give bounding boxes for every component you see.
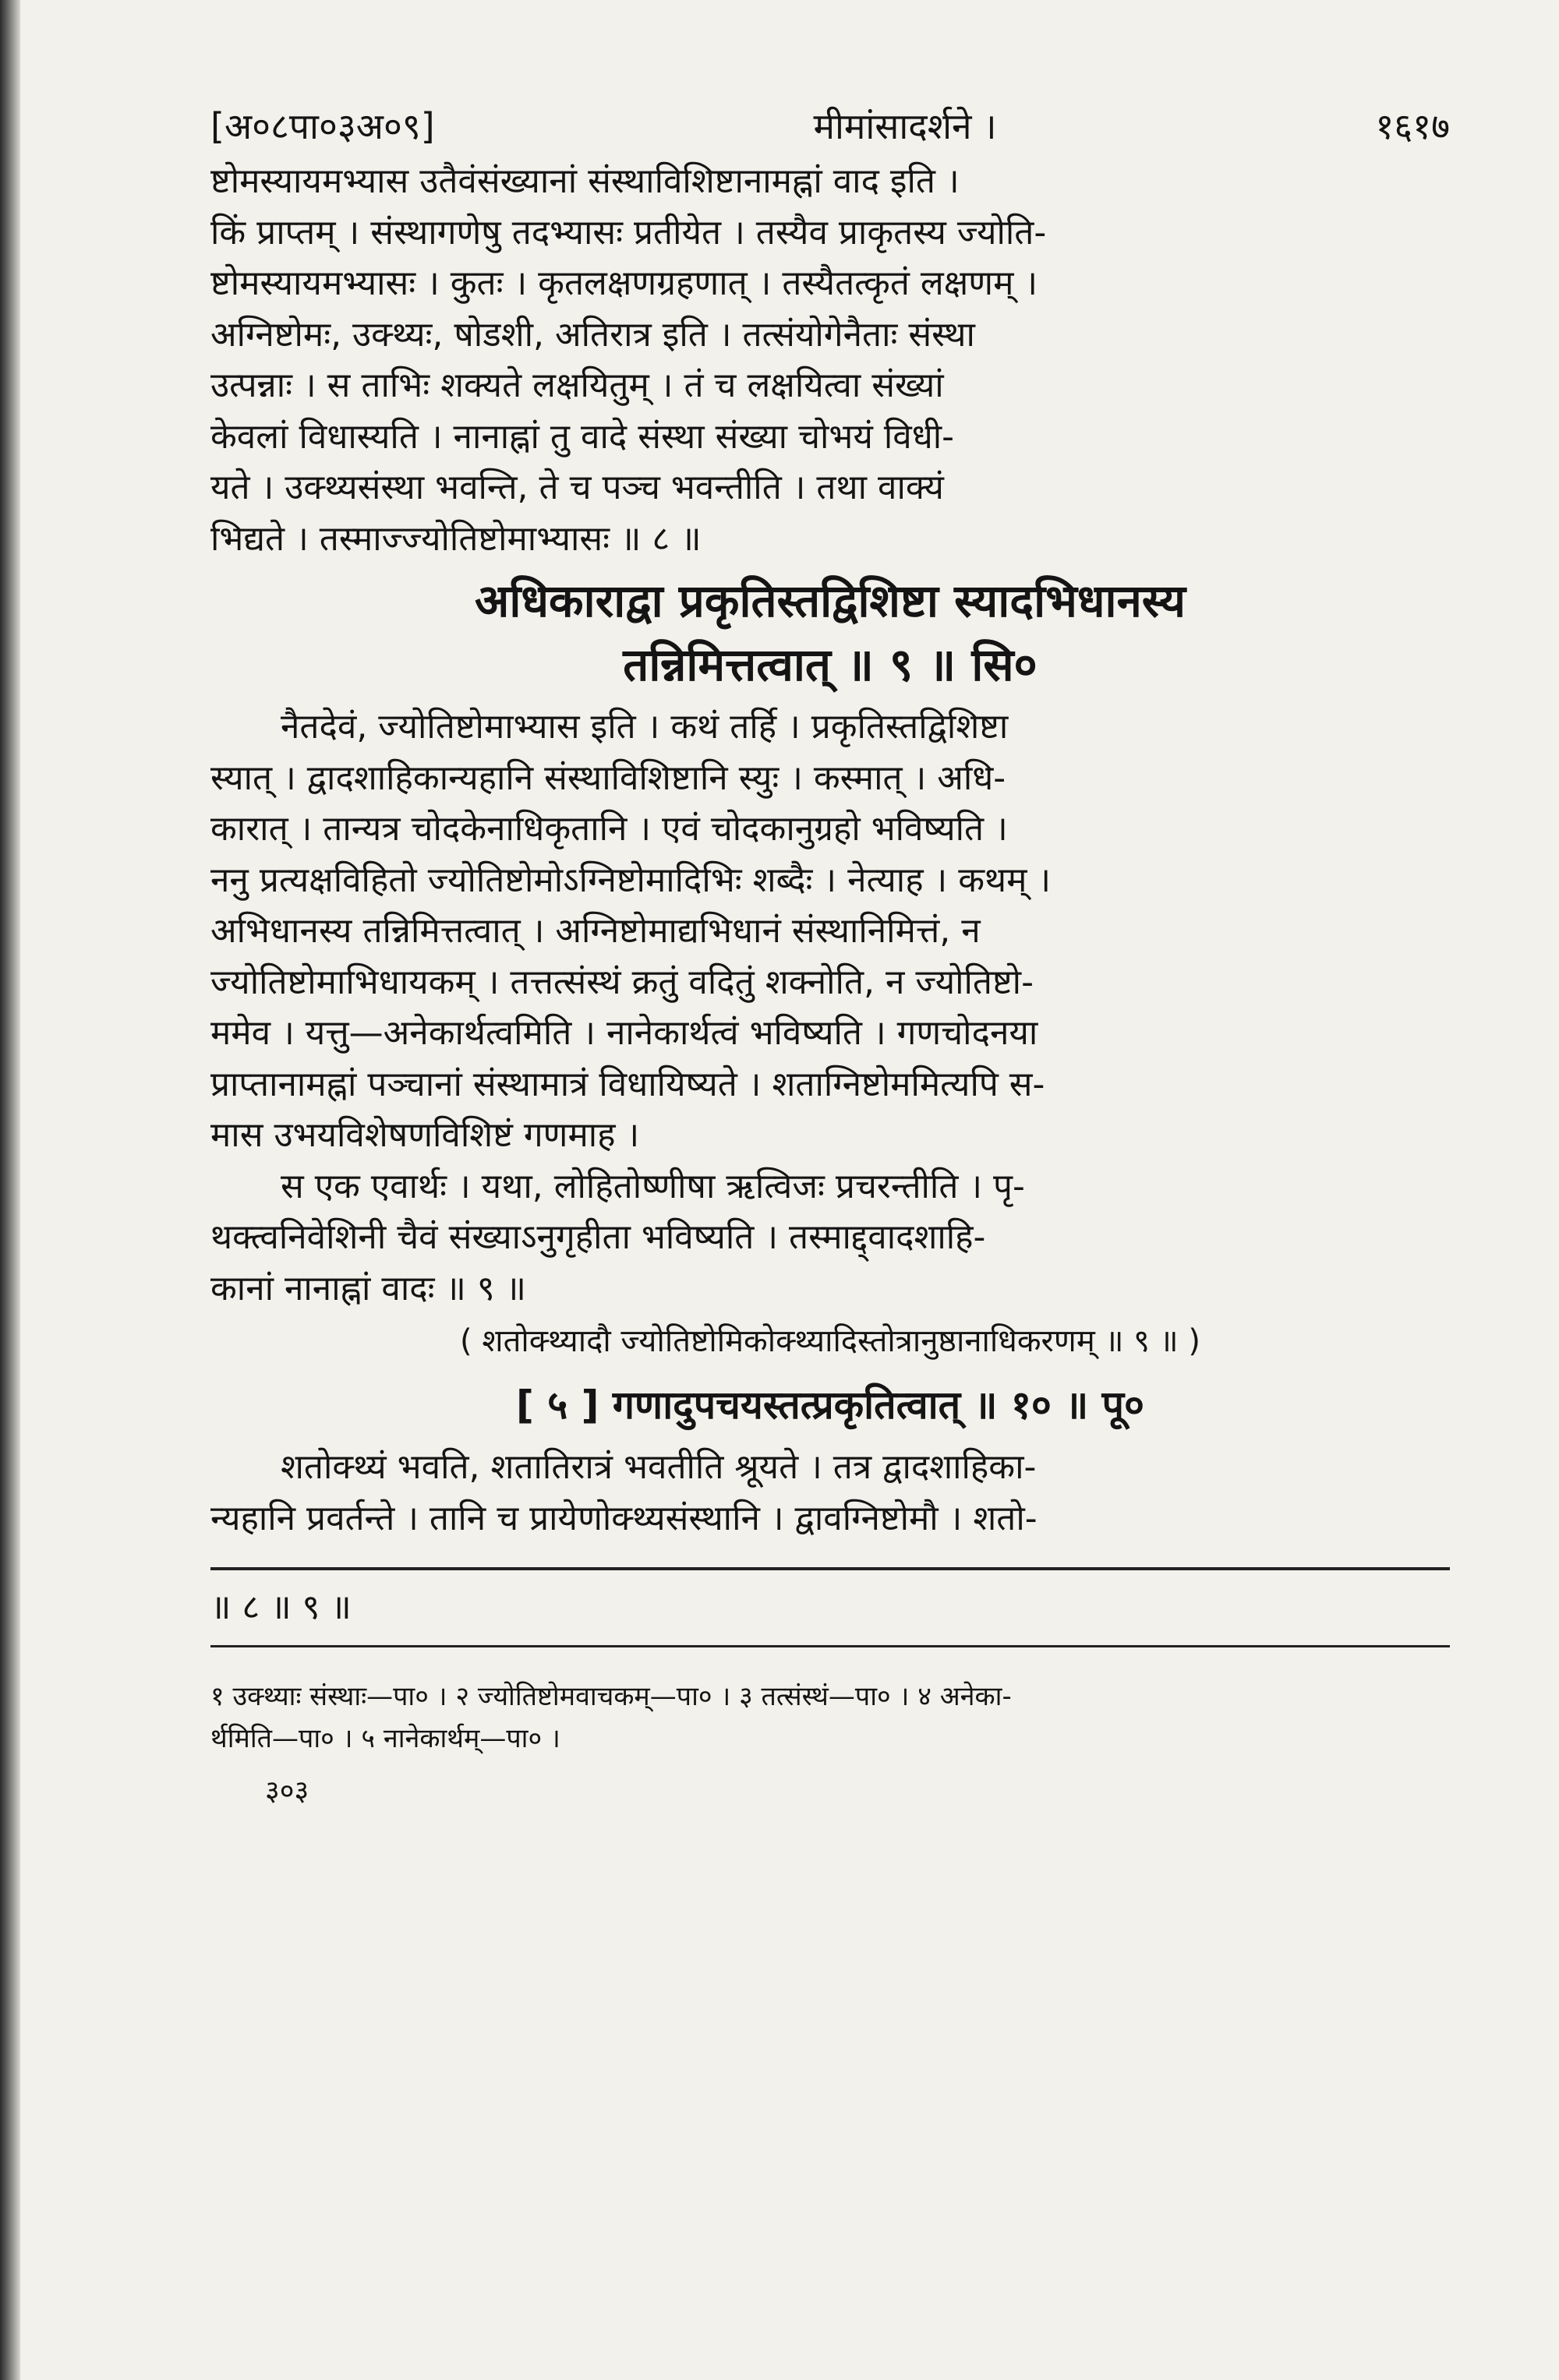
page-number: १६१७ bbox=[1375, 105, 1450, 147]
running-head bbox=[210, 101, 1450, 156]
footnotes bbox=[210, 1676, 1450, 1760]
book-spine-shadow bbox=[0, 0, 20, 2380]
sutra-line: अधिकाराद्वा प्रकृतिस्तद्विशिष्टा स्यादभिधानस्य bbox=[475, 574, 1186, 627]
text-line: केवलां विधास्यति । नानाह्नां तु वादे संस्था संख्या चोभयं विधी- bbox=[210, 416, 955, 457]
book-page bbox=[210, 101, 1450, 1809]
text-line: स्यात् । द्वादशाहिकान्यहानि संस्थाविशिष्टानि स्युः । कस्मात् । अधि- bbox=[210, 757, 1006, 798]
text-line: ज्योतिष्टोमाभिधायकम् । तत्तत्संस्थं क्रतुं वदितुं शक्नोति, न ज्योतिष्टो- bbox=[210, 962, 1034, 1002]
book-title: मीमांसादर्शने । bbox=[813, 105, 997, 147]
text-line: किं प्राप्तम् । संस्थागणेषु तदभ्यासः प्रतीयेत । तस्यैव प्राकृतस्य ज्योति- bbox=[210, 212, 1047, 252]
text-line: अग्निष्टोमः, उक्थ्यः, षोडशी, अतिरात्र इति । तत्संयोगेनैताः संस्था bbox=[210, 314, 975, 355]
text-line: भिद्यते । तस्माज्ज्योतिष्टोमाभ्यासः ॥ ८ ॥ bbox=[210, 518, 702, 559]
text-line: ष्टोमस्यायमभ्यास उतैवंसंख्यानां संस्थाविशिष्टानामह्नां वाद इति । bbox=[210, 161, 960, 201]
text-line: न्यहानि प्रवर्तन्ते । तानि च प्रायेणोक्थ्यसंस्थानि । द्वावग्निष्टोमौ । शतो- bbox=[210, 1498, 1038, 1538]
text-line: ममेव । यत्तु—अनेकार्थत्वमिति । नानेकार्थत्वं भविष्यति । गणचोदनया bbox=[210, 1013, 1038, 1053]
adhikarana-title: ( शतोक्थ्यादौ ज्योतिष्टोमिकोक्थ्यादिस्तोत्रानुष्ठानाधिकरणम् ॥ ९ ॥ ) bbox=[460, 1323, 1200, 1359]
text-line: थक्त्वनिवेशिनी चैवं संख्याऽनुगृहीता भविष्यति । तस्माद्द्वादशाहि- bbox=[210, 1217, 986, 1257]
text-line: यते । उक्थ्यसंस्था भवन्ति, ते च पञ्च भवन्तीति । तथा वाक्यं bbox=[210, 468, 944, 507]
commentary-paragraph-1 bbox=[210, 156, 1450, 564]
text-line: प्राप्तानामह्नां पञ्चानां संस्थामात्रं विधायिष्यते । शताग्निष्टोममित्यपि स- bbox=[210, 1064, 1045, 1104]
text-line: नैतदेवं, ज्योतिष्टोमाभ्यास इति । कथं तर्हि । प्रकृतिस्तद्विशिष्टा bbox=[281, 707, 1009, 747]
verse-numbers: ॥ ८ ॥ ९ ॥ bbox=[210, 1587, 352, 1627]
footnote-divider bbox=[210, 1645, 1450, 1647]
text-line: कारात् । तान्यत्र चोदकेनाधिकृतानि । एवं चोदकानुग्रहो भविष्यति । bbox=[210, 809, 1008, 849]
text-line: स एक एवार्थः । यथा, लोहितोष्णीषा ऋत्विजः प्रचरन्तीति । पृ- bbox=[281, 1166, 1025, 1206]
printer-signature: ३०३ bbox=[265, 1775, 309, 1807]
commentary-paragraph-2 bbox=[210, 701, 1450, 1161]
text-line: ष्टोमस्यायमभ्यासः । कुतः । कृतलक्षणग्रहणात् । तस्यैतत्कृतं लक्षणम् । bbox=[210, 263, 1038, 303]
text-line: शतोक्थ्यं भवति, शतातिरात्रं भवतीति श्रूयते । तत्र द्वादशाहिका- bbox=[281, 1447, 1037, 1487]
section-reference: [अ०८पा०३अ०९] bbox=[210, 105, 435, 147]
text-line: उत्पन्नाः । स ताभिः शक्यते लक्षयितुम् । तं च लक्षयित्वा संख्यां bbox=[210, 365, 944, 405]
text-line: अभिधानस्य तन्निमित्तत्वात् । अग्निष्टोमाद्यभिधानं संस्थानिमित्तं, न bbox=[210, 911, 981, 951]
sutra-10: [ ५ ] गणादुपचयस्तत्प्रकृतित्वात् ॥ १० ॥ पू० bbox=[515, 1382, 1145, 1428]
commentary-paragraph-4 bbox=[210, 1442, 1450, 1544]
commentary-paragraph-3 bbox=[210, 1161, 1450, 1315]
text-line: कानां नानाह्नां वादः ॥ ९ ॥ bbox=[210, 1268, 527, 1308]
text-line: मास उभयविशेषणविशिष्टं गणमाह । bbox=[210, 1115, 640, 1155]
text-line: ननु प्रत्यक्षविहितो ज्योतिष्टोमोऽग्निष्टोमादिभिः शब्दैः । नेत्याह । कथम् । bbox=[210, 860, 1052, 900]
footnote-line: र्थमिति—पा० । ५ नानेकार्थम्—पा० । bbox=[210, 1723, 560, 1754]
sutra-line: तन्निमित्तत्वात् ॥ ९ ॥ सि० bbox=[623, 638, 1038, 691]
footnote-line: १ उक्थ्याः संस्थाः—पा० । २ ज्योतिष्टोमवाचकम्—पा० । ३ तत्संस्थं—पा० । ४ अनेका- bbox=[210, 1681, 1012, 1712]
sutra-9 bbox=[210, 569, 1450, 697]
